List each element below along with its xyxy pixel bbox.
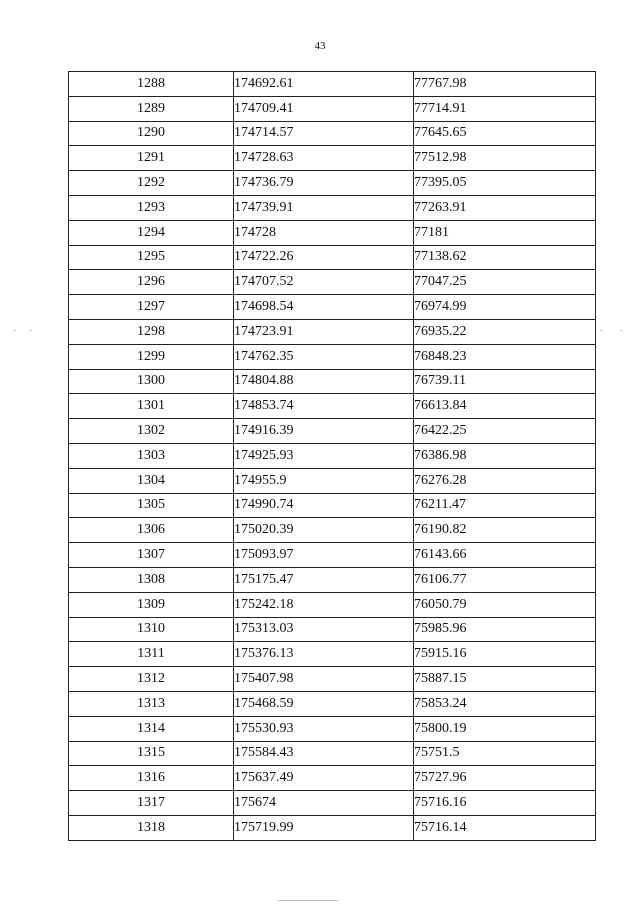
point-number-cell: 1293 [69,195,234,220]
x-coordinate-cell: 174728 [234,220,414,245]
y-coordinate-cell: 77395.05 [414,171,596,196]
table-row [69,815,596,840]
table-row [69,741,596,766]
x-coordinate-cell: 174990.74 [234,493,414,518]
y-coordinate-cell: 75800.19 [414,716,596,741]
point-number-cell: 1299 [69,344,234,369]
table-row [69,667,596,692]
point-number-cell: 1307 [69,543,234,568]
point-number-cell: 1289 [69,96,234,121]
x-coordinate-cell: 174692.61 [234,72,414,97]
x-coordinate-cell: 175175.47 [234,567,414,592]
y-coordinate-cell: 76050.79 [414,592,596,617]
table-row [69,543,596,568]
point-number-cell: 1317 [69,791,234,816]
point-number-cell: 1310 [69,617,234,642]
y-coordinate-cell: 76276.28 [414,468,596,493]
table-row [69,369,596,394]
y-coordinate-cell: 76739.11 [414,369,596,394]
table-row [69,72,596,97]
table-row [69,766,596,791]
table-row [69,295,596,320]
table-row [69,394,596,419]
x-coordinate-cell: 175407.98 [234,667,414,692]
x-coordinate-cell: 174739.91 [234,195,414,220]
point-number-cell: 1301 [69,394,234,419]
page-number: 43 [314,40,326,52]
x-coordinate-cell: 174707.52 [234,270,414,295]
point-number-cell: 1311 [69,642,234,667]
scan-speck [600,330,602,331]
y-coordinate-cell: 77047.25 [414,270,596,295]
point-number-cell: 1306 [69,518,234,543]
x-coordinate-cell: 174853.74 [234,394,414,419]
y-coordinate-cell: 76386.98 [414,443,596,468]
point-number-cell: 1296 [69,270,234,295]
y-coordinate-cell: 75853.24 [414,691,596,716]
y-coordinate-cell: 75887.15 [414,667,596,692]
point-number-cell: 1292 [69,171,234,196]
y-coordinate-cell: 77645.65 [414,121,596,146]
x-coordinate-cell: 174723.91 [234,319,414,344]
point-number-cell: 1303 [69,443,234,468]
x-coordinate-cell: 175637.49 [234,766,414,791]
point-number-cell: 1315 [69,741,234,766]
x-coordinate-cell: 175093.97 [234,543,414,568]
scan-speck [278,900,338,901]
point-number-cell: 1295 [69,245,234,270]
y-coordinate-cell: 76422.25 [414,419,596,444]
y-coordinate-cell: 77512.98 [414,146,596,171]
table-row [69,245,596,270]
y-coordinate-cell: 77181 [414,220,596,245]
table-row [69,567,596,592]
point-number-cell: 1291 [69,146,234,171]
y-coordinate-cell: 75727.96 [414,766,596,791]
y-coordinate-cell: 77714.91 [414,96,596,121]
x-coordinate-cell: 175674 [234,791,414,816]
table-row [69,146,596,171]
scan-speck [620,330,622,331]
x-coordinate-cell: 174722.26 [234,245,414,270]
table-row [69,319,596,344]
point-number-cell: 1300 [69,369,234,394]
y-coordinate-cell: 77767.98 [414,72,596,97]
coordinate-table [68,71,596,841]
y-coordinate-cell: 77138.62 [414,245,596,270]
y-coordinate-cell: 76613.84 [414,394,596,419]
x-coordinate-cell: 174728.63 [234,146,414,171]
table-row [69,691,596,716]
y-coordinate-cell: 76211.47 [414,493,596,518]
table-row [69,791,596,816]
point-number-cell: 1308 [69,567,234,592]
table-row [69,443,596,468]
x-coordinate-cell: 175376.13 [234,642,414,667]
table-row [69,419,596,444]
x-coordinate-cell: 174925.93 [234,443,414,468]
x-coordinate-cell: 174709.41 [234,96,414,121]
table-row [69,617,596,642]
point-number-cell: 1288 [69,72,234,97]
y-coordinate-cell: 76143.66 [414,543,596,568]
point-number-cell: 1297 [69,295,234,320]
point-number-cell: 1302 [69,419,234,444]
table-row [69,195,596,220]
x-coordinate-cell: 174698.54 [234,295,414,320]
x-coordinate-cell: 174762.35 [234,344,414,369]
point-number-cell: 1313 [69,691,234,716]
table-row [69,121,596,146]
table-row [69,518,596,543]
y-coordinate-cell: 75751.5 [414,741,596,766]
point-number-cell: 1294 [69,220,234,245]
y-coordinate-cell: 75915.16 [414,642,596,667]
point-number-cell: 1309 [69,592,234,617]
table-row [69,171,596,196]
x-coordinate-cell: 174736.79 [234,171,414,196]
y-coordinate-cell: 76848.23 [414,344,596,369]
table-row [69,270,596,295]
x-coordinate-cell: 174804.88 [234,369,414,394]
scan-speck [14,330,16,331]
x-coordinate-cell: 174955.9 [234,468,414,493]
y-coordinate-cell: 75985.96 [414,617,596,642]
y-coordinate-cell: 75716.16 [414,791,596,816]
x-coordinate-cell: 175242.18 [234,592,414,617]
table-row [69,468,596,493]
y-coordinate-cell: 77263.91 [414,195,596,220]
y-coordinate-cell: 76974.99 [414,295,596,320]
point-number-cell: 1312 [69,667,234,692]
x-coordinate-cell: 175584.43 [234,741,414,766]
y-coordinate-cell: 76935.22 [414,319,596,344]
point-number-cell: 1318 [69,815,234,840]
x-coordinate-cell: 174714.57 [234,121,414,146]
point-number-cell: 1290 [69,121,234,146]
x-coordinate-cell: 175719.99 [234,815,414,840]
table-row [69,96,596,121]
point-number-cell: 1314 [69,716,234,741]
coordinate-table-body [69,72,596,841]
y-coordinate-cell: 76106.77 [414,567,596,592]
table-row [69,716,596,741]
table-row [69,642,596,667]
point-number-cell: 1298 [69,319,234,344]
scan-speck [30,330,32,331]
y-coordinate-cell: 76190.82 [414,518,596,543]
table-row [69,493,596,518]
table-row [69,592,596,617]
x-coordinate-cell: 175530.93 [234,716,414,741]
x-coordinate-cell: 175020.39 [234,518,414,543]
point-number-cell: 1304 [69,468,234,493]
table-row [69,344,596,369]
table-row [69,220,596,245]
x-coordinate-cell: 175468.59 [234,691,414,716]
x-coordinate-cell: 175313.03 [234,617,414,642]
point-number-cell: 1316 [69,766,234,791]
y-coordinate-cell: 75716.14 [414,815,596,840]
point-number-cell: 1305 [69,493,234,518]
x-coordinate-cell: 174916.39 [234,419,414,444]
